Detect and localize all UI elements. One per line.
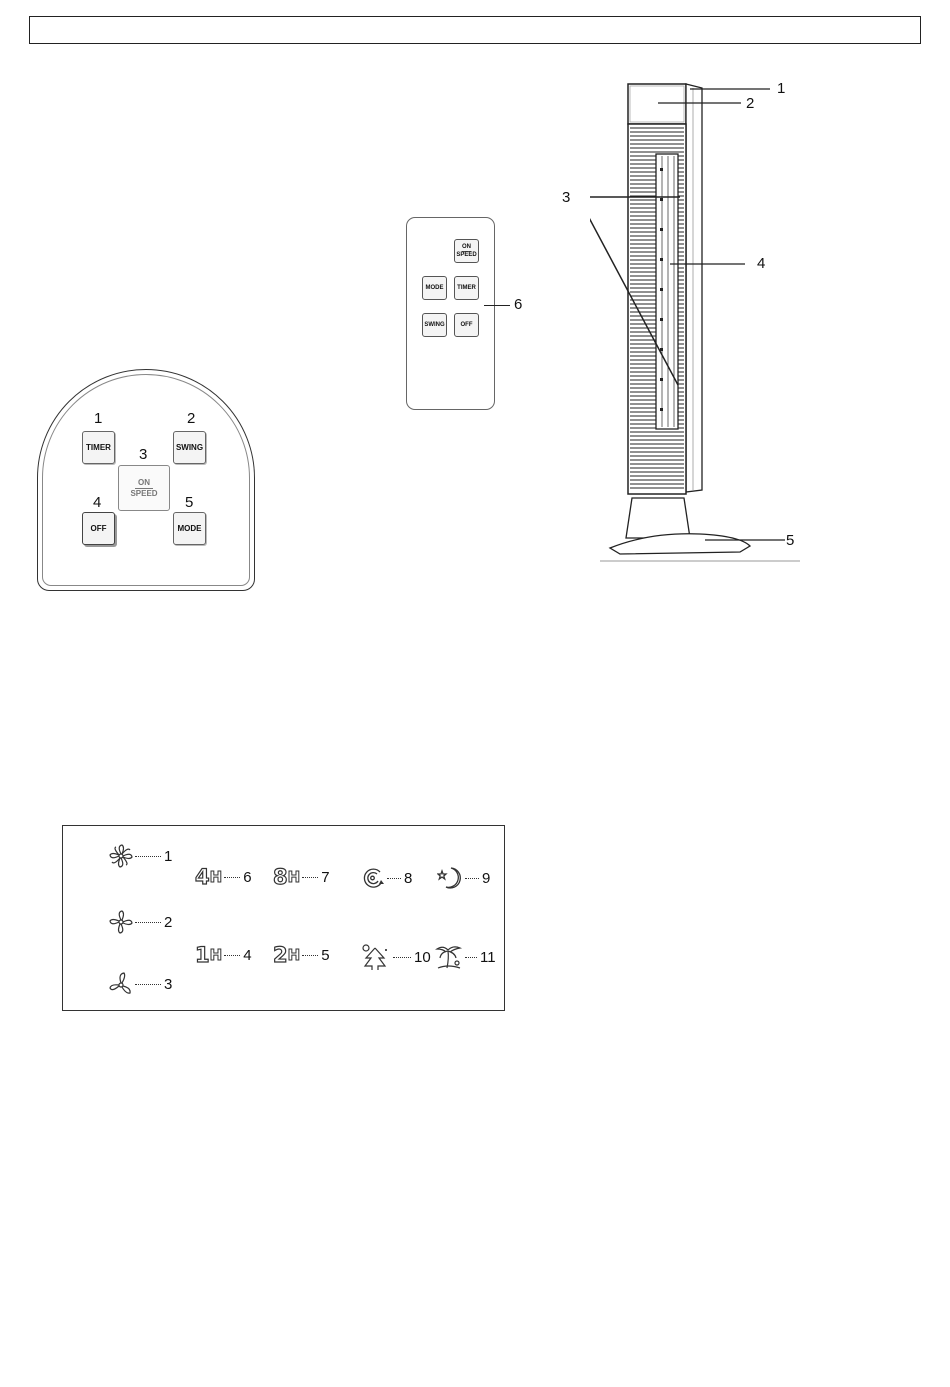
timer-4h-unit: H [209,868,223,886]
tower-callout-3: 3 [562,189,571,206]
normal-mode-icon [435,944,463,970]
panel-number-4: 4 [93,494,102,511]
legend-number-6: 6 [243,868,252,886]
legend-item-11 [435,944,496,970]
tower-callout-2: 2 [746,95,755,112]
legend-number-10: 10 [414,948,431,966]
panel-timer-button[interactable]: TIMER [82,431,115,464]
panel-number-5: 5 [185,494,194,511]
legend-number-2: 2 [164,913,173,931]
panel-number-2: 2 [187,410,196,427]
legend-number-8: 8 [404,869,413,887]
legend-item-1 [109,844,172,868]
sleep-mode-icon [437,866,463,890]
legend-item-5 [273,943,330,967]
timer-2h-unit: H [287,946,301,964]
panel-off-button[interactable]: OFF [82,512,115,545]
timer-8h-digit: 8 [273,865,287,889]
tower-callout-4: 4 [757,255,766,272]
timer-2h-digit: 2 [273,943,287,967]
display-icon-legend [62,825,505,1011]
legend-item-8 [361,866,412,890]
remote-swing-button[interactable]: SWING [422,313,447,337]
legend-number-7: 7 [321,868,330,886]
remote-on-speed-button[interactable]: ON SPEED [454,239,479,263]
swing-icon [361,866,385,890]
legend-number-1: 1 [164,847,173,865]
tower-callout-1: 1 [777,80,786,97]
fan-speed-low-icon [109,972,133,996]
remote-off-button[interactable]: OFF [454,313,479,337]
tower-callout-5: 5 [786,532,795,549]
remote-callout-6: 6 [514,296,523,313]
timer-8h-unit: H [287,868,301,886]
panel-mode-button[interactable]: MODE [173,512,206,545]
natural-wind-icon [361,944,391,970]
legend-number-4: 4 [243,946,252,964]
legend-item-6 [195,865,252,889]
header-box [29,16,921,44]
panel-swing-button[interactable]: SWING [173,431,206,464]
legend-number-11: 11 [480,948,496,966]
panel-on-speed-button[interactable]: ON SPEED [118,465,170,511]
timer-1h-unit: H [209,946,223,964]
legend-item-4 [195,943,252,967]
legend-item-9 [437,866,490,890]
remote-mode-button[interactable]: MODE [422,276,447,300]
remote-control [406,217,495,410]
legend-item-10 [361,944,431,970]
remote-leader-line [484,305,510,306]
timer-4h-digit: 4 [195,865,209,889]
remote-timer-button[interactable]: TIMER [454,276,479,300]
timer-1h-digit: 1 [195,943,209,967]
legend-number-9: 9 [482,869,491,887]
legend-number-3: 3 [164,975,173,993]
legend-item-2 [109,910,172,934]
legend-item-3 [109,972,172,996]
legend-number-5: 5 [321,946,330,964]
tower-fan-illustration [590,80,830,570]
fan-speed-medium-icon [109,910,133,934]
fan-speed-high-icon [109,844,133,868]
panel-number-3: 3 [139,446,148,463]
panel-number-1: 1 [94,410,103,427]
legend-item-7 [273,865,330,889]
